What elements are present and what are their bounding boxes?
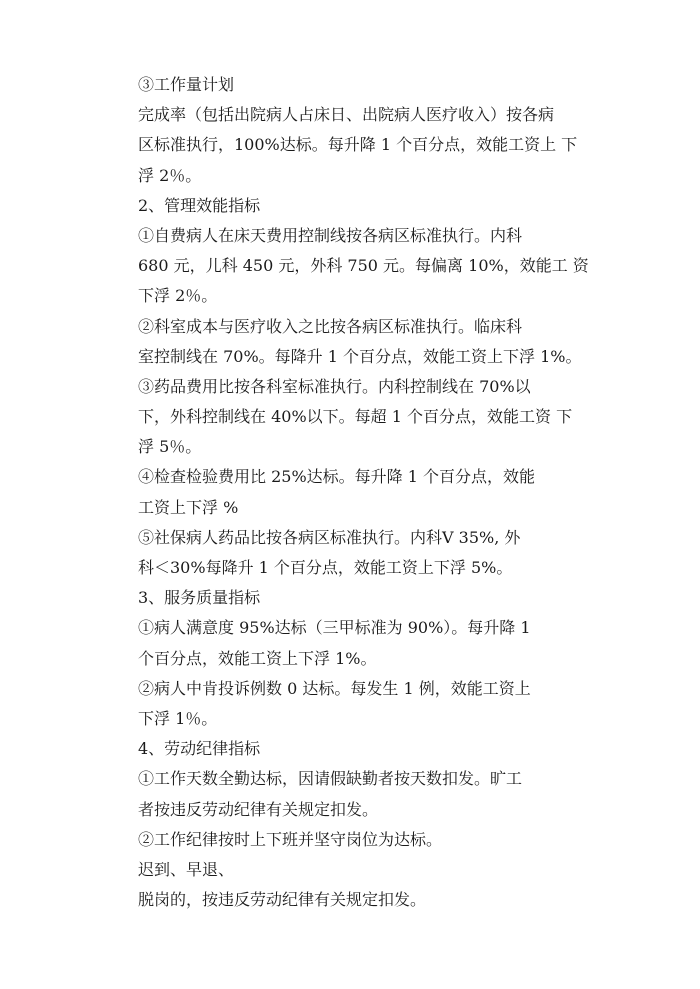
paragraph-line: ④检查检验费用比 25%达标。每升降 1 个百分点，效能 bbox=[138, 467, 536, 487]
paragraph-line: 个百分点，效能工资上下浮 1%。 bbox=[138, 648, 377, 668]
paragraph-line: 浮 2％。 bbox=[138, 165, 202, 185]
paragraph-line: ①病人满意度 95%达标（三甲标准为 90%）。每升降 1 bbox=[138, 618, 531, 638]
section-heading-labor-discipline: 4、劳动纪律指标 bbox=[138, 739, 261, 759]
paragraph-line: ②工作纪律按时上下班并坚守岗位为达标。 bbox=[138, 829, 443, 849]
paragraph-line: 680 元，儿科 450 元，外科 750 元。每偏离 10%，效能工 资 bbox=[138, 256, 589, 276]
paragraph-line: 下浮 2％。 bbox=[138, 286, 218, 306]
paragraph-line: ③药品费用比按各科室标准执行。内科控制线在 70%以 bbox=[138, 376, 531, 396]
document-body bbox=[138, 70, 618, 915]
paragraph-line: 下，外科控制线在 40%以下。每超 1 个百分点，效能工资 下 bbox=[138, 407, 573, 427]
section-heading-management-efficiency: 2、管理效能指标 bbox=[138, 195, 261, 215]
paragraph-line: 脱岗的，按违反劳动纪律有关规定扣发。 bbox=[138, 890, 427, 910]
section-heading-service-quality: 3、服务质量指标 bbox=[138, 588, 261, 608]
paragraph-line: ②病人中肯投诉例数 0 达标。每发生 1 例，效能工资上 bbox=[138, 678, 531, 698]
paragraph-line: ⑤社保病人药品比按各病区标准执行。内科Ⅴ 35%, 外 bbox=[138, 527, 521, 547]
paragraph-line: 浮 5％。 bbox=[138, 437, 202, 457]
paragraph-line: 迟到、早退、 bbox=[138, 859, 235, 879]
paragraph-line: 区标准执行，100%达标。每升降 1 个百分点，效能工资上 下 bbox=[138, 135, 578, 155]
paragraph-line: 工资上下浮 % bbox=[138, 497, 239, 517]
paragraph-line: 科＜30%每降升 1 个百分点，效能工资上下浮 5%。 bbox=[138, 558, 513, 577]
paragraph-line: ①自费病人在床天费用控制线按各病区标准执行。内科 bbox=[138, 225, 523, 245]
paragraph-line: 完成率（包括出院病人占床日、出院病人医疗收入）按各病 bbox=[138, 105, 555, 125]
paragraph-line: 者按违反劳动纪律有关规定扣发。 bbox=[138, 799, 379, 819]
paragraph-line: ②科室成本与医疗收入之比按各病区标准执行。临床科 bbox=[138, 316, 523, 336]
paragraph-line: 下浮 1％。 bbox=[138, 708, 218, 728]
paragraph-line: 室控制线在 70%。每降升 1 个百分点，效能工资上下浮 1%。 bbox=[138, 346, 582, 366]
section-heading-workload-plan: ③工作量计划 bbox=[138, 75, 235, 94]
paragraph-line: ①工作天数全勤达标，因请假缺勤者按天数扣发。旷工 bbox=[138, 769, 523, 789]
